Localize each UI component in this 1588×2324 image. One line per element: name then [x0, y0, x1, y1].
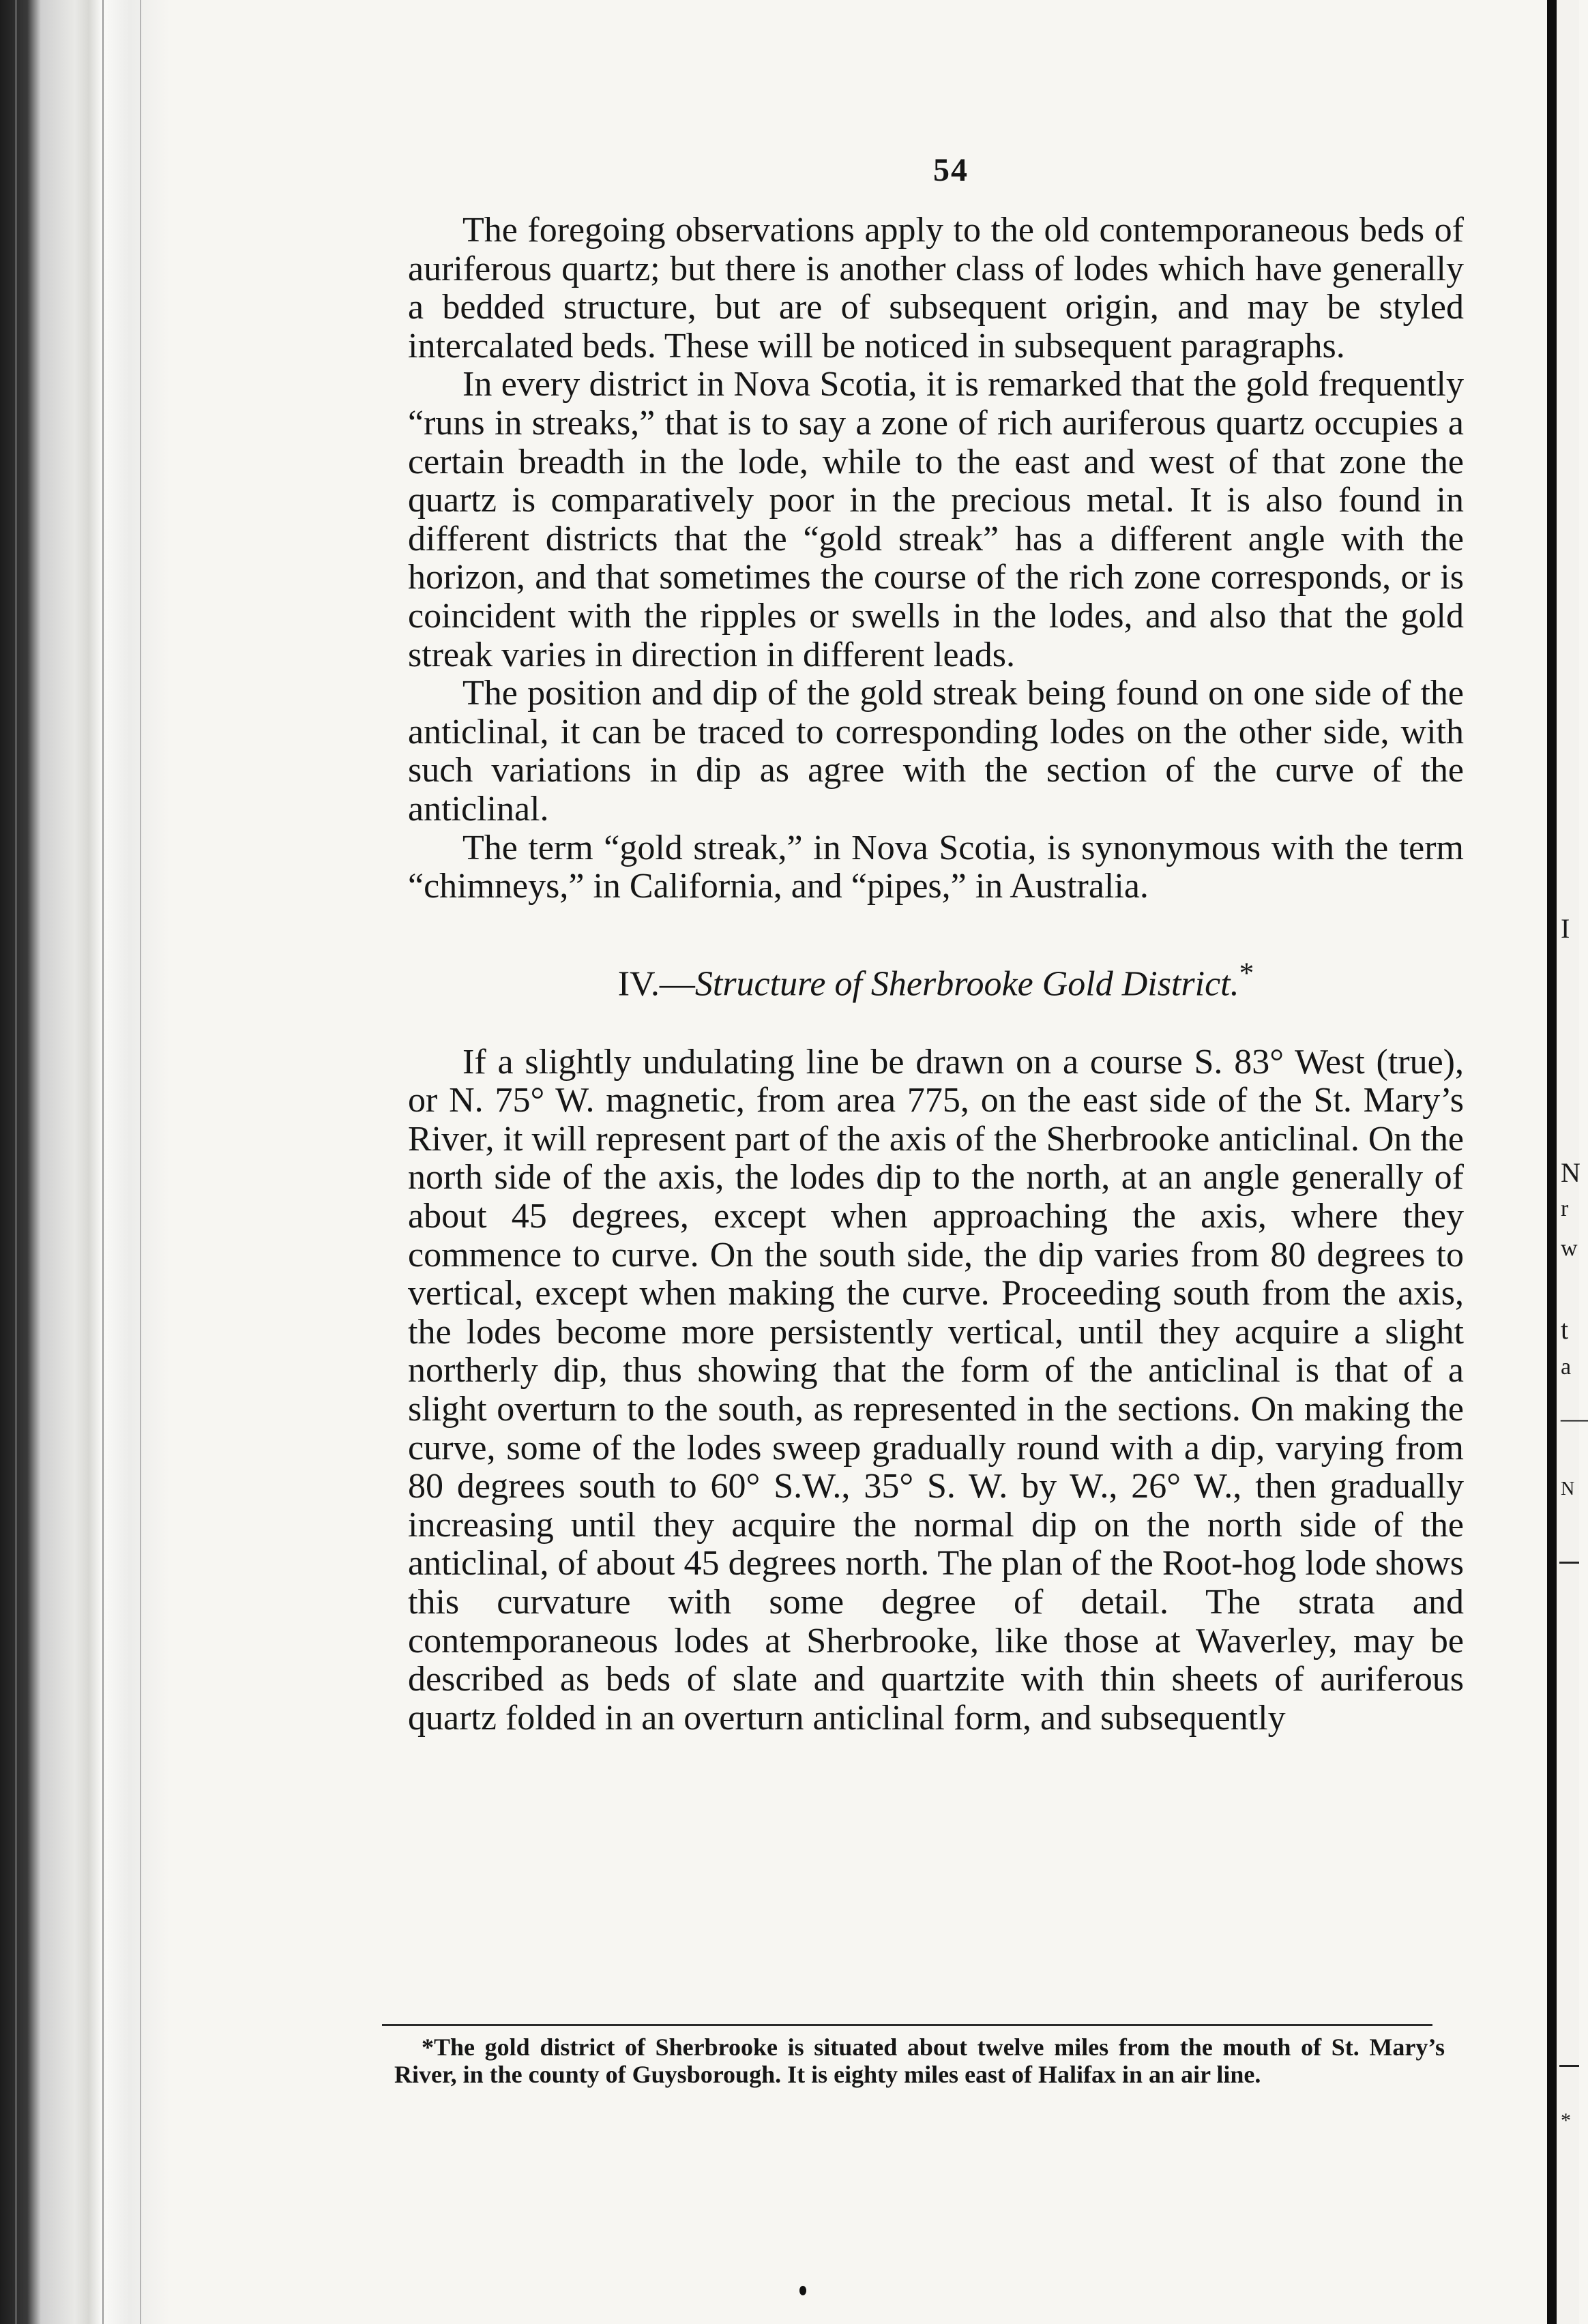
- section-heading: [408, 954, 1464, 1004]
- paragraph: The position and dip of the gold streak being found on one side of the anticlinal, it can be traced to corresponding lodes on the other side, with such variations in dip as agree with the section of the curve of the anticlinal.: [408, 674, 1464, 829]
- edge-letter: I: [1561, 913, 1570, 944]
- edge-letter: r: [1561, 1196, 1569, 1221]
- edge-letter: a: [1561, 1354, 1572, 1380]
- page-number: 54: [933, 152, 969, 188]
- edge-rule: [1559, 2065, 1579, 2067]
- binding-line: [102, 0, 104, 2324]
- edge-letter: N: [1561, 1157, 1580, 1188]
- edge-letter: *: [1561, 2109, 1571, 2132]
- section-title: Structure of Sherbrooke Gold District.: [694, 964, 1239, 1004]
- paragraph: The term “gold streak,” in Nova Scotia, is synonymous with the term “chimneys,” in California, and “pipes,” in Australia.: [408, 828, 1464, 906]
- paragraph: The foregoing observations apply to the old contemporaneous beds of auriferous quartz; but there is another class of lodes which have generally a bedded structure, but are of subsequent origin, and may be styled intercalated beds. These will be noticed in subsequent paragraphs.: [408, 211, 1464, 366]
- book-binding-gutter: [0, 0, 171, 2324]
- paragraph: If a slightly undulating line be drawn on a course S. 83° West (true), or N. 75° W. magnetic, from area 775, on the east side of the St. Mary’s River, it will represent part of the axis of the Sherbrooke anticlinal. On the north side of the axis, the lodes dip to the north, at an angle generally of about 45 degrees, except when approaching the axis, where they commence to curve. On the south side, the dip varies from 80 degrees to vertical, except when making the curve. Proceeding south from the axis, the lodes become more persistently vertical, until they acquire a slight northerly dip, thus showing that the form of the anticlinal is that of a slight overturn to the south, as represented in the sections. On making the curve, some of the lodes sweep gradually round with a dip, varying from 80 degrees south to 60° S.W., 35° S. W. by W., 26° W., then gradually increasing until they acquire the normal dip on the north side of the anticlinal, of about 45 degrees north. The plan of the Root-hog lode shows this curvature with some degree of detail. The strata and contemporaneous lodes at Sherbrooke, like those at Waverley, may be described as beds of slate and quartzite with thin sheets of auriferous quartz folded in an overturn anticlinal form, and subsequently: [408, 1042, 1464, 1738]
- edge-letter: w: [1561, 1236, 1578, 1261]
- footnote: [394, 2034, 1445, 2088]
- binding-line: [140, 0, 141, 2324]
- ink-speck: [799, 2286, 806, 2295]
- page-body: [408, 211, 1464, 1738]
- section-numeral: IV.—: [617, 964, 695, 1004]
- adjacent-page-edge: [1557, 0, 1588, 2324]
- footnote-text: *The gold district of Sherbrooke is situated about twelve miles from the mouth of St. Mary’s River, in the county of Guysborough. It is eighty miles east of Halifax in an air line.: [394, 2034, 1445, 2088]
- edge-letter: —: [1561, 1403, 1588, 1433]
- binding-line: [15, 0, 17, 2324]
- footnote-marker: *: [1239, 956, 1254, 989]
- edge-rule: [1559, 1562, 1579, 1564]
- paragraph: In every district in Nova Scotia, it is remarked that the gold frequently “runs in streaks,” that is to say a zone of rich auriferous quartz occupies a certain breadth in the lode, while to the east and west of that zone the quartz is comparatively poor in the precious metal. It is also found in different districts that the “gold streak” has a different angle with the horizon, and that sometimes the course of the rich zone corresponds, or is coincident with the ripples or swells in the lodes, and also that the gold streak varies in direction in different leads.: [408, 365, 1464, 674]
- edge-letter: t: [1561, 1314, 1569, 1345]
- footnote-rule: [382, 2024, 1432, 2026]
- edge-letter: N: [1561, 1478, 1575, 1500]
- page-edge-shadow: [1547, 0, 1557, 2324]
